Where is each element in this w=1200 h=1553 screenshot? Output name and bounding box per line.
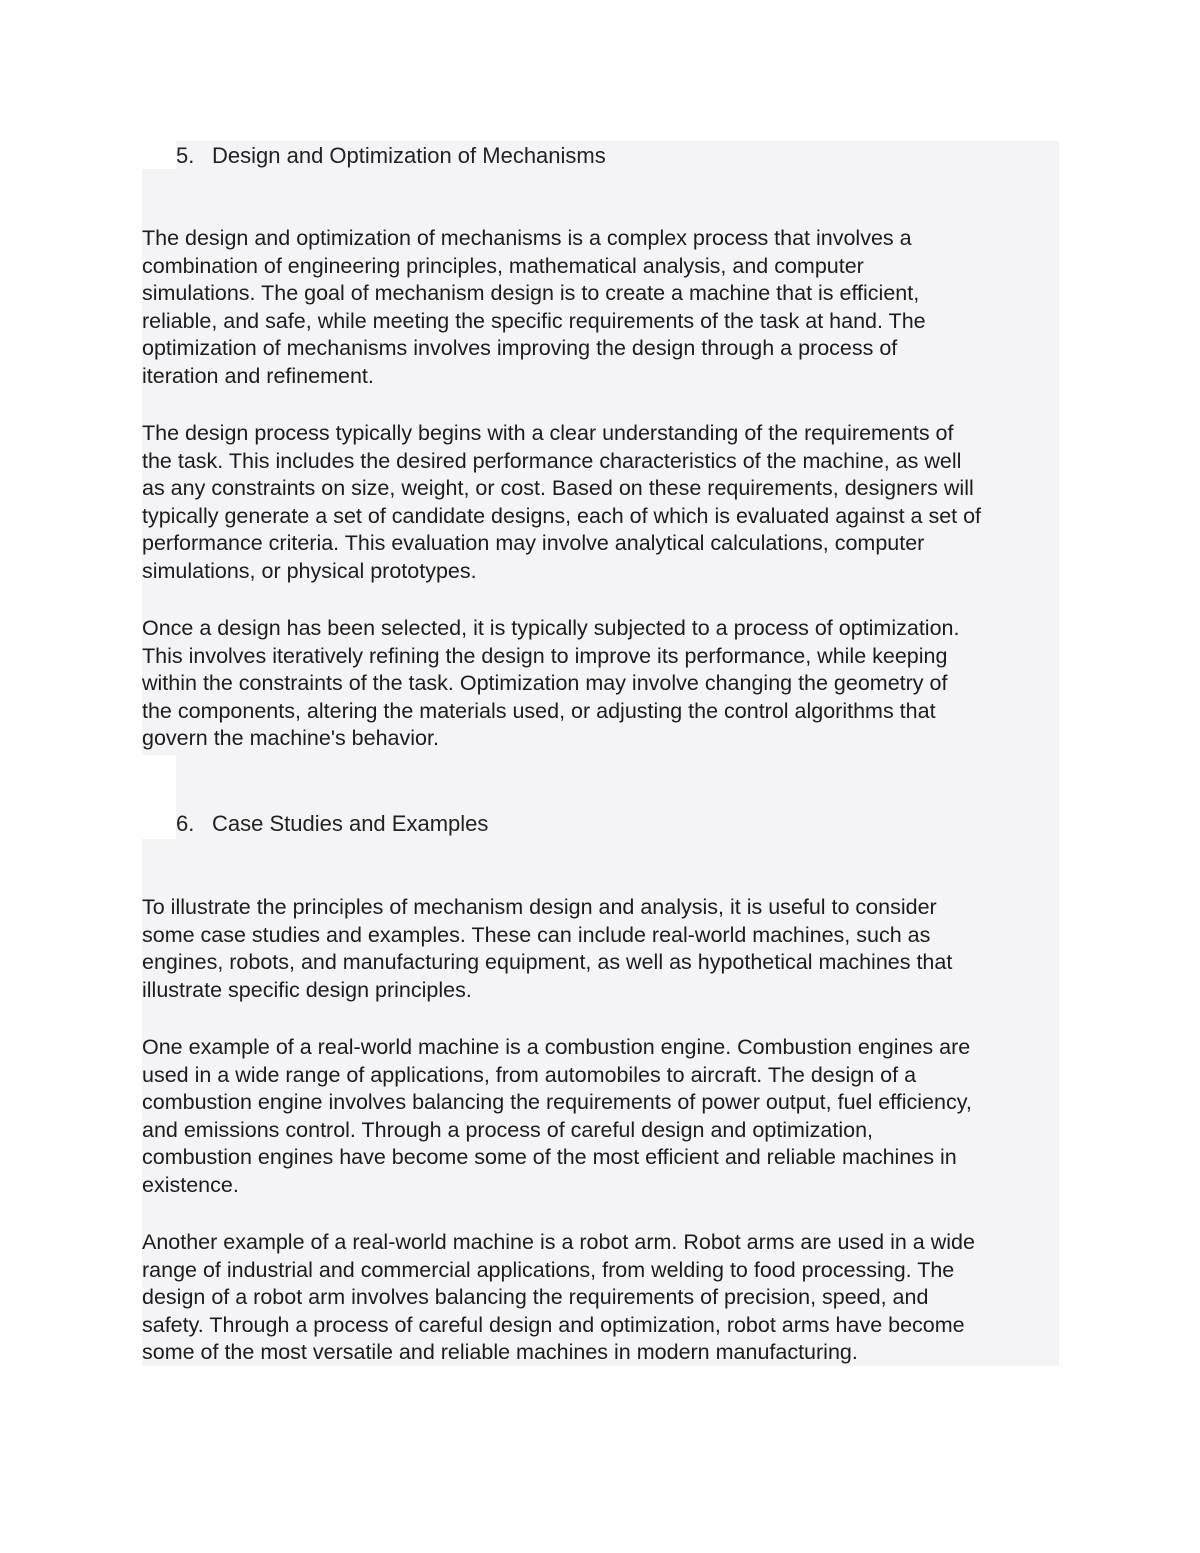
text-line: illustrate specific design principles. — [142, 977, 472, 1002]
section-title: Case Studies and Examples — [212, 811, 489, 836]
paragraph — [142, 225, 1062, 391]
text-line: This involves iteratively refining the design to improve its performance, while keeping — [142, 643, 948, 668]
text-line: the task. This includes the desired performance characteristics of the machine, as well — [142, 448, 962, 473]
text-line: typically generate a set of candidate designs, each of which is evaluated against a set of — [142, 503, 982, 528]
text-line: combustion engines have become some of the most efficient and reliable machines in — [142, 1145, 957, 1170]
section-number: 5. — [176, 143, 195, 168]
paragraph — [142, 615, 1062, 753]
text-line: reliable, and safe, while meeting the specific requirements of the task at hand. The — [142, 308, 926, 333]
paragraph — [142, 420, 1062, 586]
paragraph — [142, 1229, 1062, 1367]
text-line: simulations, or physical prototypes. — [142, 558, 477, 583]
paragraph — [142, 894, 1062, 1004]
text-line: design of a robot arm involves balancing the requirements of precision, speed, and — [142, 1285, 929, 1310]
text-line: iteration and refinement. — [142, 363, 374, 388]
text-line: One example of a real-world machine is a combustion engine. Combustion engines are — [142, 1035, 971, 1059]
paragraph — [142, 1034, 1062, 1200]
text-line: safety. Through a process of careful design and optimization, robot arms have become — [142, 1312, 965, 1337]
text-line: optimization of mechanisms involves improving the design through a process of — [142, 336, 898, 361]
text-line: combustion engine involves balancing the requirements of power output, fuel efficiency, — [142, 1090, 972, 1115]
text-line: The design and optimization of mechanisms is a complex process that involves a — [142, 226, 912, 250]
text-line: To illustrate the principles of mechanism design and analysis, it is useful to consider — [142, 895, 937, 919]
text-line: The design process typically begins with a clear understanding of the requirements of — [142, 421, 954, 445]
text-line: govern the machine's behavior. — [142, 726, 439, 751]
text-line: and emissions control. Through a process of careful design and optimization, — [142, 1117, 874, 1142]
text-line: within the constraints of the task. Optimization may involve changing the geometry of — [142, 671, 948, 696]
section-heading-5 — [176, 142, 606, 170]
text-line: combination of engineering principles, mathematical analysis, and computer — [142, 253, 864, 278]
text-line: range of industrial and commercial applications, from welding to food processing. The — [142, 1257, 955, 1282]
text-line: some of the most versatile and reliable machines in modern manufacturing. — [142, 1340, 858, 1365]
text-line: Another example of a real-world machine is a robot arm. Robot arms are used in a wide — [142, 1230, 975, 1254]
text-line: Once a design has been selected, it is typically subjected to a process of optimization. — [142, 616, 960, 640]
section-number: 6. — [176, 811, 195, 836]
text-line: used in a wide range of applications, from automobiles to aircraft. The design of a — [142, 1062, 917, 1087]
text-line: performance criteria. This evaluation may involve analytical calculations, computer — [142, 531, 925, 556]
text-line: existence. — [142, 1172, 239, 1197]
text-line: as any constraints on size, weight, or cost. Based on these requirements, designers will — [142, 476, 974, 501]
text-line: some case studies and examples. These can include real-world machines, such as — [142, 922, 931, 947]
text-line: simulations. The goal of mechanism design is to create a machine that is efficient, — [142, 281, 920, 306]
section-heading-6 — [176, 810, 488, 838]
text-line: the components, altering the materials used, or adjusting the control algorithms that — [142, 698, 936, 723]
text-line: engines, robots, and manufacturing equipment, as well as hypothetical machines that — [142, 950, 953, 975]
section-title: Design and Optimization of Mechanisms — [212, 143, 606, 168]
